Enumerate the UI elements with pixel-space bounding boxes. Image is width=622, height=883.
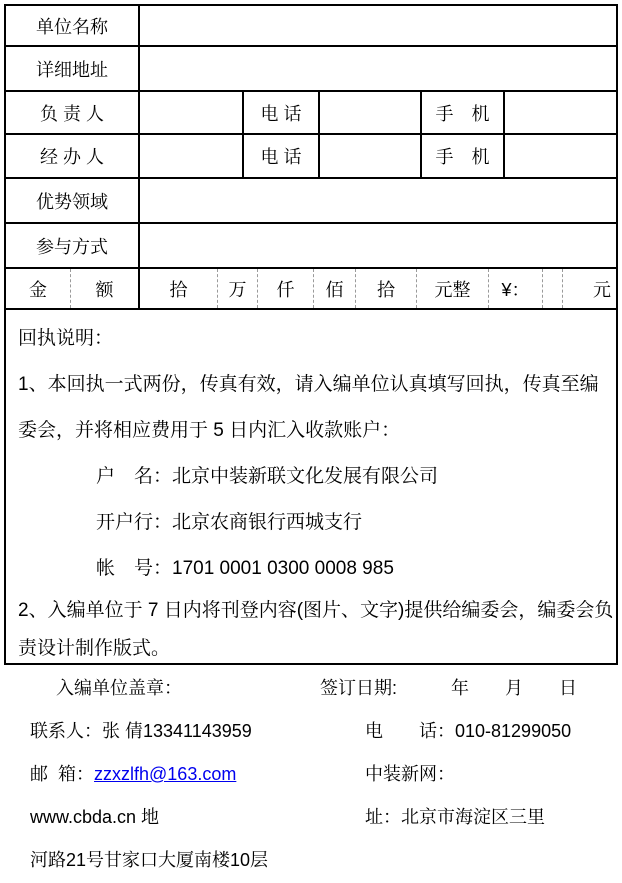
advantage-label: 优势领域 <box>36 191 108 212</box>
table-row-amount <box>6 269 616 310</box>
amount-figure-input[interactable] <box>542 269 562 308</box>
website-url: www.cbda.cn 地 <box>30 807 160 827</box>
handler-label: 经 办 人 <box>39 147 104 167</box>
participation-label: 参与方式 <box>36 236 108 257</box>
principal-mobile-input[interactable] <box>503 92 616 133</box>
address-input[interactable] <box>138 47 616 90</box>
advantage-input[interactable] <box>138 179 616 222</box>
office-address-part1: 址：北京市海淀区三里 <box>365 807 545 827</box>
amount-unit-shi: 拾 <box>355 269 416 308</box>
notes-item2-line1: 2、入编单位于 7 日内将刊登内容(图片、文字)提供给编委会，编委会负 <box>18 600 614 621</box>
amount-unit-bai: 佰 <box>313 269 355 308</box>
table-row-unit-name <box>6 6 616 47</box>
table-row-advantage <box>6 179 616 224</box>
sign-date-label: 签订日期: 年 月 日 <box>320 678 577 698</box>
reply-instructions-cell <box>6 310 616 663</box>
amount-yen-sign: ¥： <box>488 269 542 308</box>
email-link[interactable]: zzxzlfh@163.com <box>94 764 237 784</box>
notes-title: 回执说明： <box>18 328 114 349</box>
email-label: 邮 箱： <box>30 764 95 784</box>
amount-label-e: 额 <box>70 269 138 308</box>
amount-unit-qian: 仟 <box>257 269 313 308</box>
reply-form-table <box>4 4 618 665</box>
principal-input[interactable] <box>138 92 242 133</box>
notes-item1-line1: 1、本回执一式两份，传真有效，请入编单位认真填写回执，传真至编 <box>18 374 599 395</box>
seal-and-date-line <box>0 667 622 710</box>
table-row-participation <box>6 224 616 269</box>
principal-label: 负 责 人 <box>39 103 104 124</box>
unit-name-label: 单位名称 <box>36 16 108 37</box>
amount-label-jin: 金 <box>29 279 47 300</box>
principal-phone-label: 电 话 <box>242 92 318 133</box>
handler-mobile-input[interactable] <box>503 135 616 177</box>
table-row-address <box>6 47 616 92</box>
contact-phone: 电 话：010-81299050 <box>365 721 572 741</box>
bank-account-number: 帐 号：1701 0001 0300 0008 985 <box>96 558 394 579</box>
bank-account-name: 户 名：北京中装新联文化发展有限公司 <box>96 466 439 487</box>
participation-input[interactable] <box>138 224 616 267</box>
footer-contact-block <box>0 665 622 882</box>
amount-unit-shi-wan: 拾 <box>138 269 217 308</box>
email-field <box>30 753 365 796</box>
contact-person: 联系人：张 倩13341143959 <box>30 721 252 741</box>
handler-phone-input[interactable] <box>318 135 420 177</box>
handler-input[interactable] <box>138 135 242 177</box>
seal-label: 入编单位盖章： <box>56 678 182 698</box>
table-row-handler <box>6 135 616 179</box>
website-line <box>0 796 622 839</box>
amount-unit-yuanzheng: 元整 <box>416 269 488 308</box>
amount-unit-yuan: 元 <box>562 269 616 308</box>
email-line <box>0 753 622 796</box>
office-address-part2: 河路21号甘家口大厦南楼10层 <box>30 850 269 870</box>
table-row-principal <box>6 92 616 135</box>
bank-branch: 开户行：北京农商银行西城支行 <box>96 512 363 533</box>
handler-phone-label: 电 话 <box>242 135 318 177</box>
contact-line <box>0 710 622 753</box>
unit-name-input[interactable] <box>138 6 616 45</box>
handler-mobile-label: 手 机 <box>420 135 503 177</box>
principal-phone-input[interactable] <box>318 92 420 133</box>
amount-unit-wan: 万 <box>217 269 257 308</box>
notes-item1-line2: 委会，并将相应费用于 5 日内汇入收款账户： <box>18 420 401 441</box>
notes-item2-line2: 责设计制作版式。 <box>18 638 171 659</box>
website-label: 中装新网： <box>365 764 455 784</box>
address-label: 详细地址 <box>36 59 108 80</box>
address-tail-line <box>0 839 622 882</box>
principal-mobile-label: 手 机 <box>420 92 503 133</box>
